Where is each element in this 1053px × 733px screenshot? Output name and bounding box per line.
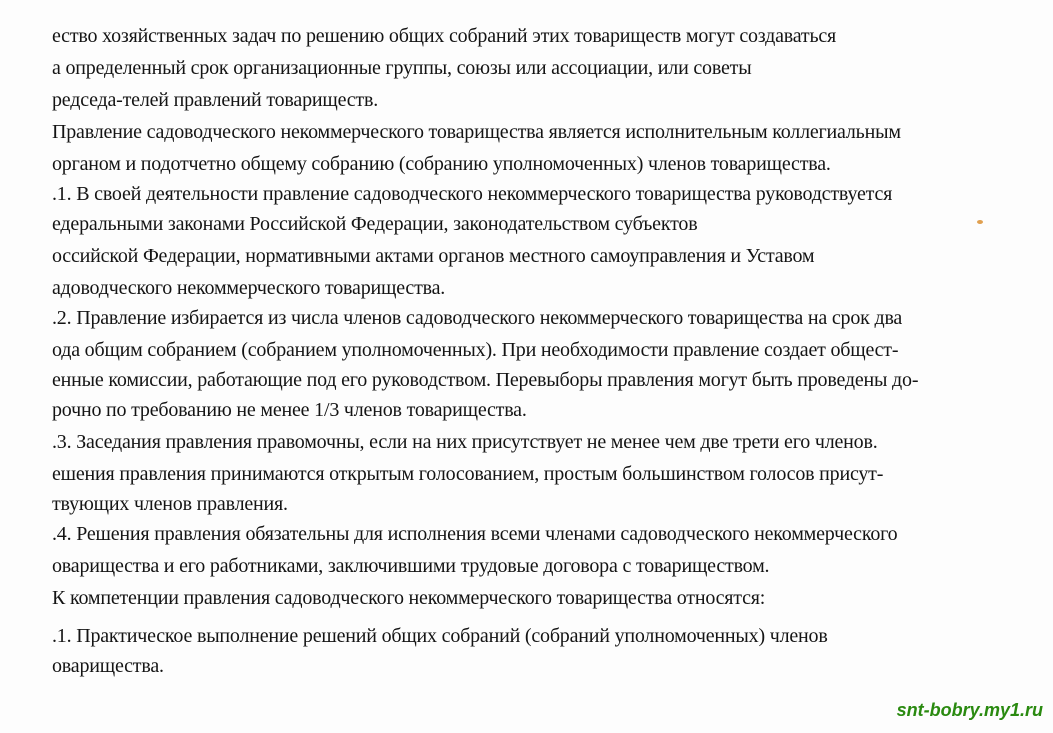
text-line: органом и подотчетно общему собранию (собранию уполномоченных) членов товарищества. bbox=[52, 153, 831, 175]
text-line: рочно по требованию не менее 1/3 членов товарищества. bbox=[52, 399, 527, 421]
text-line: Правление садоводческого некоммерческого товарищества является исполнительным коллегиальным bbox=[52, 121, 901, 143]
text-line: .3. Заседания правления правомочны, если на них присутствует не менее чем две трети его членов. bbox=[52, 431, 878, 453]
text-line: ество хозяйственных задач по решению общих собраний этих товариществ могут создаваться bbox=[52, 25, 837, 47]
scan-speck bbox=[977, 220, 983, 224]
text-line: а определенный срок организационные группы, союзы или ассоциации, или советы bbox=[52, 57, 752, 79]
text-line: .1. В своей деятельности правление садоводческого некоммерческого товарищества руководствуется bbox=[52, 183, 893, 205]
text-line: адоводческого некоммерческого товарищества. bbox=[52, 277, 446, 299]
text-line: оварищества и его работниками, заключившими трудовые договора с товариществом. bbox=[52, 555, 770, 577]
site-watermark: snt-bobry.my1.ru bbox=[896, 700, 1043, 720]
text-line: оссийской Федерации, нормативными актами органов местного самоуправления и Уставом bbox=[52, 245, 815, 267]
text-line: .2. Правление избирается из числа членов садоводческого некоммерческого товарищества на срок два bbox=[52, 307, 903, 329]
text-line: ода общим собранием (собранием уполномоченных). При необходимости правление создает общест- bbox=[52, 339, 899, 361]
text-line: ешения правления принимаются открытым голосованием, простым большинством голосов присут- bbox=[52, 463, 884, 485]
text-line: енные комиссии, работающие под его руководством. Перевыборы правления могут быть проведены до- bbox=[52, 369, 919, 391]
text-line: К компетенции правления садоводческого некоммерческого товарищества относятся: bbox=[52, 587, 766, 609]
text-line: едеральными законами Российской Федерации, законодательством субъектов bbox=[52, 213, 698, 235]
text-line: .1. Практическое выполнение решений общих собраний (собраний уполномоченных) членов bbox=[52, 625, 828, 647]
text-line: твующих членов правления. bbox=[52, 493, 288, 515]
text-line: .4. Решения правления обязательны для исполнения всеми членами садоводческого некоммерческого bbox=[52, 523, 898, 545]
text-line: редседа-телей правлений товариществ. bbox=[52, 89, 379, 111]
text-line: оварищества. bbox=[52, 655, 164, 677]
